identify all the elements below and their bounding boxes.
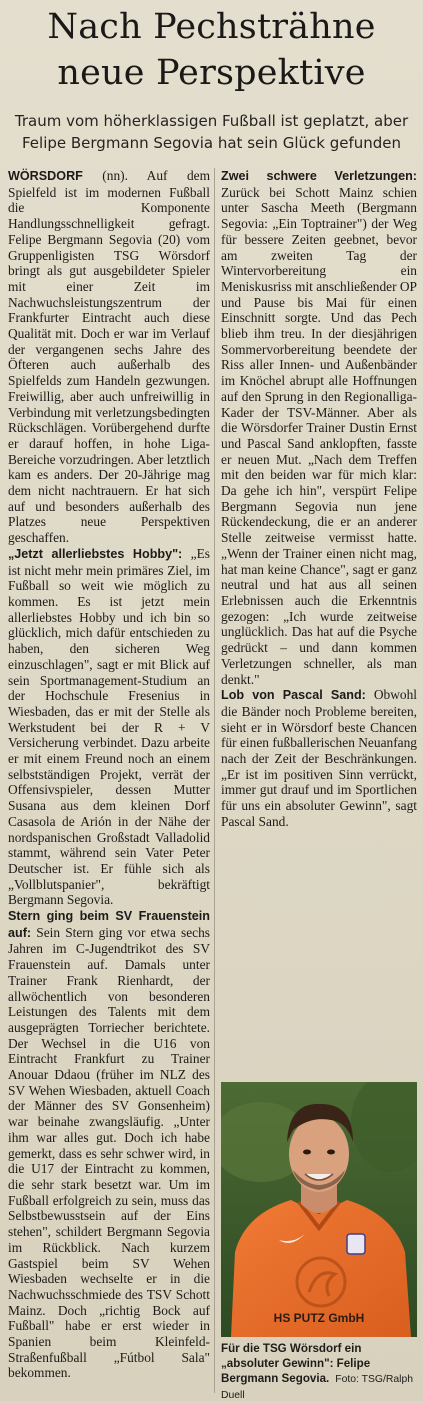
paragraph-5-text: Obwohl die Bänder noch Probleme bereiten, sieht er in Wörsdorf beste Chancen für einen fußballerischen Neuanfang nach der Zeit der Beschränkungen. „Er ist im positiven Sinn verrückt, immer gut drauf und im Sportlichen für uns ein absoluter Gewinn", sagt Pascal Sand. (221, 687, 417, 829)
paragraph-frauenstein (8, 908, 210, 1381)
article-column-2 (221, 168, 417, 830)
caption-text: Für die TSG Wörsdorf ein „absoluter Gewinn": Felipe Bergmann Segovia. (221, 1342, 371, 1385)
paragraph-1-text: (nn). Auf dem Spielfeld ist im modernen Fußball die Komponente Handlungsschnelligkeit gefragt. Felipe Bergmann Segovia (20) vom Gruppenligisten TSG Wörsdorf bringt als gut ausgebildeter Spieler mit einer Zeit im Nachwuchsleistungszentrum der Frankfurter Eintracht auch diese Qualität mit. Doch er war im Verlauf der vergangenen sechs Jahre des Öfteren auch außerhalb des Spielfelds zum Handeln gezwungen. Freiwillig, aber auch unfreiwillig in Verbindung mit verletzungsbedingten Rückschlägen. Vorübergehend durfte er darauf hoffen, in hohe Liga-Bereiche vorzudringen. Aber letztlich kam es anders. Der 20-Jährige mag dem nicht nachtrauern. Er hat sich auf und besonders außerhalb des Platzes neue Perspektiven geschaffen. (8, 168, 210, 546)
player-photo-illustration (221, 1082, 417, 1337)
article-column-1 (8, 168, 210, 1381)
section-heading-frauenstein: Stern ging beim SV Frauenstein auf: (8, 909, 210, 940)
photo-credit: Foto: TSG/Ralph Duell (221, 1374, 414, 1401)
section-heading-praise: Lob von Pascal Sand: (221, 688, 366, 703)
section-heading-hobby: „Jetzt allerliebstes Hobby": (8, 546, 183, 561)
column-divider (214, 168, 215, 1393)
headline (0, 4, 423, 96)
paragraph-4-text: Zurück bei Schott Mainz schien unter Sascha Meeth (Bergmann Segovia: „Ein Toptrainer") der Weg für bessere Zeiten geebnet, bevor am zweiten Tag der Wintervorbereitung ein Meniskusriss mit anschließender OP und Pause bis Mai für einen Einschnitt sorgte. Und das Pech blieb ihm treu. In der diesjährigen Sommervorbereitung beendete der Riss aller Innen- und Außenbänder im Knöchel abrupt alle Hoffnungen auf den Sprung in den Regionalliga-Kader der TSV-Männer. Aber als die Wörsdorfer Trainer Dustin Ernst und Pascal Sand anklopften, fasste er neuen Mut. „Nach dem Treffen mit den beiden war für mich klar: Da gehe ich hin", verspürt Felipe Bergmann Segovia nun jene Rückendeckung, die er an anderer Stelle zeitweise vermisst hatte. „Wenn der Trainer einen nicht mag, hat man keine Chance", sagt er ganz neutral und hat aus all seinen Erlebnissen auch die Erkenntnis gezogen: „Ich wurde zeitweise unglücklich. Das hat auf die Psyche gedrückt – und dann kommen Verletzungen schneller, als man denkt." (221, 184, 418, 687)
paragraph-injuries (221, 168, 417, 687)
paragraph-intro (8, 168, 210, 546)
dateline: WÖRSDORF (8, 169, 83, 183)
subheadline (0, 110, 423, 154)
photo-caption (221, 1341, 417, 1403)
paragraph-praise (221, 687, 417, 829)
headline-text: Nach Pechsträhne neue Perspektive (47, 7, 376, 93)
subheadline-text: Traum vom höherklassigen Fußball ist geplatzt, aber Felipe Bergmann Segovia hat sein Glück gefunden (14, 112, 409, 152)
paragraph-3-text: Sein Stern ging vor etwa sechs Jahren im C-Jugendtrikot des SV Frauenstein auf. Damals unter Trainer Frank Rienhardt, der allwöchentlich von besonderen Leistungen des Talents mit dem ausgeprägten Torriecher berichtete. Der Wechsel in die U16 von Eintracht Frankfurt zu Trainer Anouar Ddaou (früher im NLZ des SV Wehen Wiesbaden, aktuell Coach der Männer des SV Gonsenheim) war beinahe zwangsläufig. „Unter ihm war alles gut. Doch ich habe gemerkt, dass es sehr schwer wird, in die U17 der Eintracht zu kommen, die sehr stark besetzt war. Um im Fußball erfolgreich zu sein, muss das Selbstbewusstsein auf der Eins stehen", schildert Bergmann Segovia im Rückblick. Nach kurzem Gastspiel beim SV Wehen Wiesbaden wechselte er in die Nachwuchsschmiede des TSV Schott Mainz. Doch „richtig Bock auf Fußball" habe er erst wieder in Spanien beim Kleinfeld-Straßenfußball „Fútbol Sala" bekommen. (8, 924, 210, 1381)
paragraph-hobby (8, 546, 210, 908)
section-heading-injuries: Zwei schwere Verletzungen: (221, 169, 417, 183)
shirt-sponsor-text: HS PUTZ GmbH (273, 1311, 365, 1325)
player-photo (221, 1082, 417, 1337)
paragraph-2-text: „Es ist nicht mehr mein primäres Ziel, im Fußball so weit wie möglich zu kommen. Es ist jetzt mein allerliebstes Hobby und ich bin so glücklich, mich dafür entschieden zu haben, den sicheren Weg einzuschlagen", sagt er mit Blick auf sein Sportmanagement-Studium an der Hochschule Fresenius in Wiesbaden, das er mit der Stelle als Werkstudent bei der R + V Versicherung verbindet. Dazu arbeite er mit einem Freund noch an einem selbstständigen Projekt, verrät der Offensivspieler, dessen Mutter Susana aus dem kleinen Dorf Casasola de Arión in der Nähe der nordspanischen Großstadt Valladolid stammt, während sein Vater Peter Deutscher ist. Er fühle sich als „Vollblutspanier", bekräftigt Bergmann Segovia. (8, 545, 211, 908)
